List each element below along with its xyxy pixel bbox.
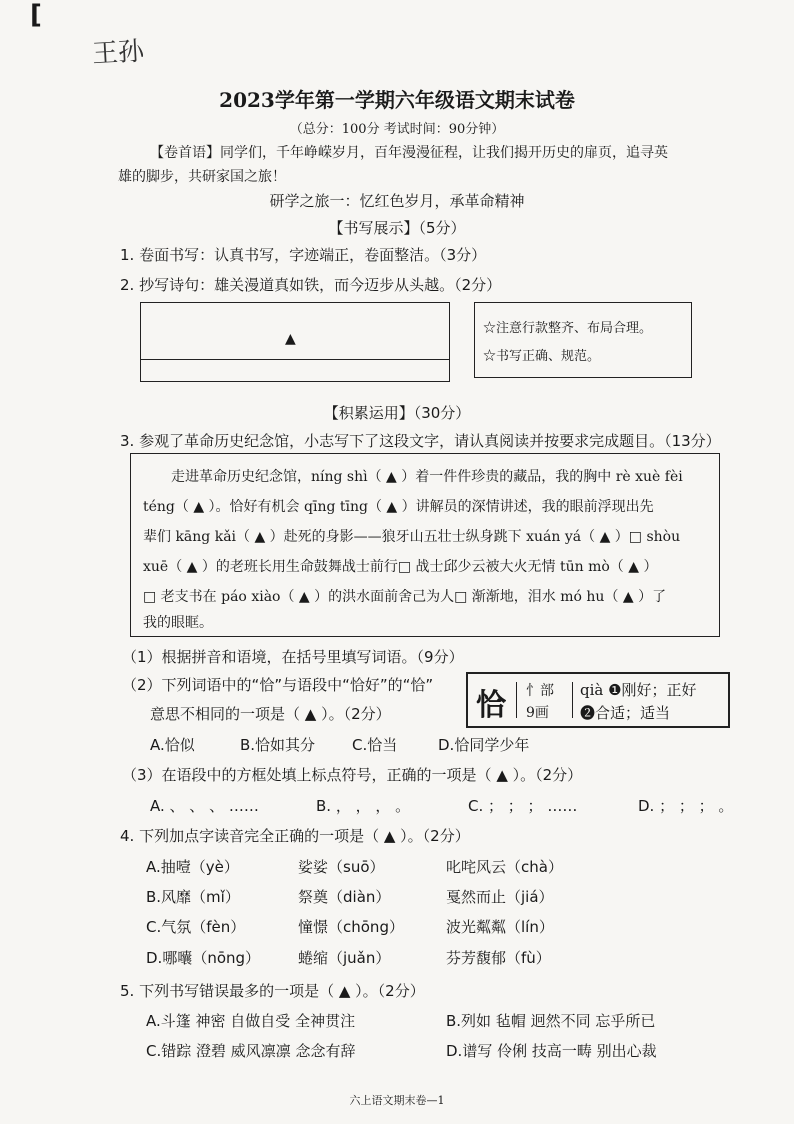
passage-line-5: □ 老支书在 páo xiào（ ▲ ）的洪水面前舍己为人□ 渐渐地，泪水 mó hu（ ▲ ）了 [143,589,667,605]
q4-option-c-word-2: 憧憬（chōng） [298,918,404,936]
q3-3-option-c[interactable]: C. ； ； ； …… [468,797,578,815]
copy-writing-box[interactable] [140,302,450,382]
q4-option-b-word-3: 戛然而止（jiá） [446,888,554,906]
question-5: 5. 下列书写错误最多的一项是（ ▲ ）。（2分） [120,982,425,1000]
q3-3-option-b[interactable]: B. ， ， ， 。 [316,797,411,815]
q3-2-option-b[interactable]: B.恰如其分 [240,736,316,754]
foreword-line-1: 【卷首语】同学们，千年峥嵘岁月，百年漫漫征程，让我们揭开历史的扉页，追寻英 [150,145,668,161]
passage-line-4: xuē（ ▲ ）的老班长用生命鼓舞战士前行□ 战士邱少云被大火无情 tūn mò（ ▲ ） [143,559,658,575]
q4-option-d-word-2: 蜷缩（juǎn） [298,949,391,967]
q5-option-d[interactable]: D.谱写 伶俐 技高一畴 别出心裁 [446,1042,657,1060]
q5-option-c[interactable]: C.错踪 澄碧 威风凛凛 念念有辞 [146,1042,356,1060]
divider [516,682,517,718]
question-2: 2. 抄写诗句：雄关漫道真如铁，而今迈步从头越。（2分） [120,276,502,294]
tip-1: ☆注意行款整齐、布局合理。 [483,321,653,336]
q4-option-a-word-3: 叱咤风云（chà） [446,858,563,876]
journey-heading: 研学之旅一：忆红色岁月，承革命精神 [269,192,525,210]
passage-line-6: 我的眼眶。 [143,615,213,631]
passage-line-1: 走进革命历史纪念馆，níng shì（ ▲ ）着一件件珍贵的藏品，我的胸中 rè xuè fèi [171,469,683,485]
dictionary-entry-box [466,672,730,728]
exam-subtitle: （总分：100分 考试时间：90分钟） [289,122,505,137]
q4-option-c-word-1[interactable]: C.气氛（fèn） [146,918,246,936]
q3-2-option-c[interactable]: C.恰当 [352,736,398,754]
answer-mark: ▲ [285,331,296,347]
q4-option-b-word-2: 祭奠（diàn） [298,888,391,906]
writing-tips-box [474,302,692,378]
writing-baseline [141,359,449,360]
q3-3-option-d[interactable]: D. ； ； ； 。 [638,797,734,815]
reading-passage-box [130,453,720,637]
q4-option-c-word-3: 波光粼粼（lín） [446,918,554,936]
question-3-2-line-1: （2）下列词语中的“恰”与语段中“恰好”的“恰” [122,676,434,694]
tip-2: ☆书写正确、规范。 [483,349,601,364]
question-1: 1. 卷面书写：认真书写，字迹端正，卷面整洁。（3分） [120,246,487,264]
dictionary-radical: 忄部 [526,683,554,699]
question-4: 4. 下列加点字读音完全正确的一项是（ ▲ ）。（2分） [120,827,470,845]
q3-2-option-d[interactable]: D.恰同学少年 [438,736,530,754]
question-3: 3. 参观了革命历史纪念馆，小志写下了这段文字，请认真阅读并按要求完成题目。（13分） [120,432,721,450]
q5-option-a[interactable]: A.斗篷 神密 自做自受 全神贯注 [146,1012,356,1030]
q4-option-a-word-1[interactable]: A.抽噎（yè） [146,858,239,876]
section-writing-heading: 【书写展示】（5分） [328,219,466,237]
divider [572,682,573,718]
q4-option-d-word-1[interactable]: D.哪囔（nōng） [146,949,261,967]
q3-2-option-a[interactable]: A.恰似 [150,736,195,754]
dictionary-meaning-2: ❷合适；适当 [580,704,671,722]
foreword-line-2: 雄的脚步，共研家国之旅！ [118,169,286,185]
question-3-1: （1）根据拼音和语境，在括号里填写词语。（9分） [122,648,464,666]
question-3-2-line-2: 意思不相同的一项是（ ▲ ）。（2分） [150,705,391,723]
passage-line-2: téng（ ▲ ）。恰好有机会 qīng tīng（ ▲ ）讲解员的深情讲述，我的眼前浮现出先 [143,499,654,515]
q4-option-a-word-2: 娑娑（suō） [298,858,385,876]
page-footer: 六上语文期末卷—1 [349,1094,445,1107]
section-accumulation-heading: 【积累运用】（30分） [323,404,471,422]
dictionary-char: 恰 [476,688,506,723]
exam-title: 2023学年第一学期六年级语文期末试卷 [219,88,575,112]
q4-option-d-word-3: 芬芳馥郁（fù） [446,949,551,967]
passage-line-3: 辈们 kāng kǎi（ ▲ ）赴死的身影——狼牙山五壮士纵身跳下 xuán yá（ ▲ ）□ shòu [143,529,681,545]
dictionary-meaning-1: qià ❶刚好；正好 [580,681,697,699]
question-3-3: （3）在语段中的方框处填上标点符号，正确的一项是（ ▲ ）。（2分） [122,766,583,784]
dictionary-strokes: 9画 [526,705,549,721]
q3-3-option-a[interactable]: A. 、 、 、 …… [150,797,259,815]
handwritten-name: 王孙 [91,36,145,70]
corner-bracket-mark: [ [30,0,42,30]
q5-option-b[interactable]: B.列如 毡帽 迥然不同 忘乎所已 [446,1012,656,1030]
q4-option-b-word-1[interactable]: B.风靡（mǐ） [146,888,240,906]
